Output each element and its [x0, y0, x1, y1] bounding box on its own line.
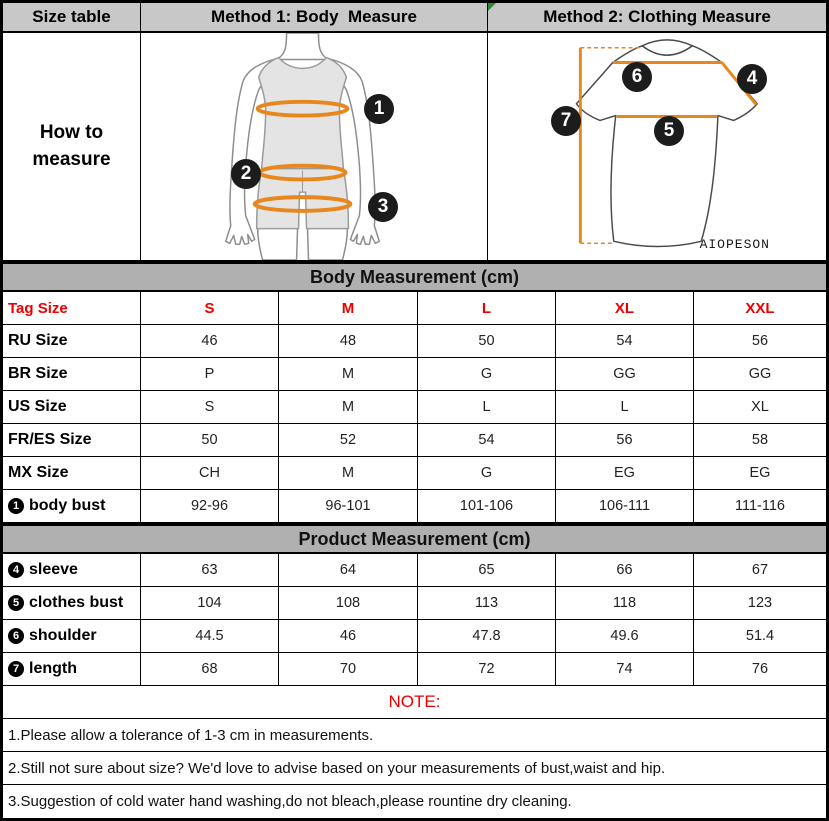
table-cell: 108 — [279, 587, 418, 619]
marker-3-hip: 3 — [368, 192, 398, 222]
table-cell: 74 — [556, 653, 694, 685]
table-row — [3, 292, 826, 325]
marker-1-badge: 1 — [8, 498, 24, 514]
row-label-cell — [3, 490, 141, 522]
table-cell: EG — [556, 457, 694, 489]
table-cell: 44.5 — [141, 620, 279, 652]
table-cell: 111-116 — [735, 498, 785, 514]
table-cell: 123 — [747, 595, 773, 611]
marker-7-length: 7 — [551, 106, 581, 136]
table-cell: M — [279, 391, 418, 423]
marker-6-shoulder: 6 — [622, 62, 652, 92]
method2-header — [488, 3, 826, 31]
table-cell: 70 — [279, 653, 418, 685]
table-cell: 106-111 — [556, 490, 694, 522]
table-cell: XL — [751, 399, 769, 415]
marker-2-waist: 2 — [231, 159, 261, 189]
body-measure-illustration — [141, 33, 488, 260]
row-label-cell — [3, 653, 141, 685]
table-cell: 50 — [141, 424, 279, 456]
product-measurement-table — [3, 554, 826, 686]
method1-header: Method 1: Body Measure — [141, 3, 488, 31]
table-cell: 47.8 — [418, 620, 556, 652]
row-label-cell — [3, 554, 141, 586]
table-cell: XL — [556, 292, 694, 324]
row-label: US Size — [8, 398, 67, 415]
table-row — [3, 653, 826, 686]
table-row — [3, 554, 826, 587]
row-label-cell — [3, 391, 141, 423]
table-cell: 65 — [418, 554, 556, 586]
brand-watermark: AIOPESON — [699, 237, 770, 252]
row-label-cell — [3, 292, 141, 324]
cell-flag-triangle — [488, 3, 496, 11]
table-row — [3, 358, 826, 391]
table-cell: 52 — [279, 424, 418, 456]
table-row — [3, 424, 826, 457]
note-item: 1.Please allow a tolerance of 1-3 cm in measurements. — [3, 719, 826, 752]
table-cell: EG — [749, 465, 771, 481]
row-label-cell — [3, 587, 141, 619]
table-cell: 54 — [418, 424, 556, 456]
table-cell: 46 — [141, 325, 279, 357]
table-cell: XXL — [745, 299, 775, 317]
row-label-cell — [3, 457, 141, 489]
note-item: 3.Suggestion of cold water hand washing,do not bleach,please rountine dry cleaning. — [8, 793, 572, 810]
illustration-row — [3, 33, 826, 262]
table-cell: 104 — [141, 587, 279, 619]
note-item: 2.Still not sure about size? We'd love to advise based on your measurements of bust,waist and hip. — [3, 752, 826, 785]
table-cell: 76 — [751, 661, 769, 677]
row-label-cell — [3, 358, 141, 390]
table-cell: GG — [556, 358, 694, 390]
note-title: NOTE: — [3, 686, 826, 719]
table-row — [3, 391, 826, 424]
size-table-header: Size table — [3, 3, 141, 31]
table-cell: L — [418, 292, 556, 324]
body-measurement-title: Body Measurement (cm) — [3, 262, 826, 292]
table-row — [3, 620, 826, 653]
marker-7-badge: 7 — [8, 661, 24, 677]
row-label: MX Size — [8, 464, 69, 481]
table-cell: L — [556, 391, 694, 423]
table-cell: G — [418, 358, 556, 390]
table-cell: 72 — [418, 653, 556, 685]
top-header-row — [3, 3, 826, 33]
how-to-measure-label: How to measure — [3, 33, 141, 260]
product-measurement-title: Product Measurement (cm) — [3, 524, 826, 554]
table-cell: 92-96 — [141, 490, 279, 522]
table-cell: 101-106 — [418, 490, 556, 522]
row-label: clothes bust — [29, 594, 124, 611]
table-cell: 113 — [418, 587, 556, 619]
table-cell: M — [279, 292, 418, 324]
marker-4-sleeve: 4 — [737, 64, 767, 94]
table-cell: G — [418, 457, 556, 489]
table-cell: L — [418, 391, 556, 423]
row-label-cell — [3, 620, 141, 652]
body-measurement-table — [3, 292, 826, 524]
body-figure-drawing — [141, 33, 487, 260]
table-cell: 54 — [556, 325, 694, 357]
method2-header-label: Method 2: Clothing Measure — [543, 7, 771, 26]
table-cell: GG — [748, 366, 772, 382]
table-cell: 48 — [279, 325, 418, 357]
table-cell: 49.6 — [556, 620, 694, 652]
table-cell: 96-101 — [279, 490, 418, 522]
row-label: body bust — [29, 497, 106, 514]
table-cell: M — [279, 457, 418, 489]
row-label: FR/ES Size — [8, 431, 92, 448]
marker-6-badge: 6 — [8, 628, 24, 644]
row-label: BR Size — [8, 365, 68, 382]
row-label-cell — [3, 325, 141, 357]
table-row — [3, 587, 826, 620]
table-cell: 56 — [556, 424, 694, 456]
table-cell: 51.4 — [745, 628, 775, 644]
row-label: sleeve — [29, 561, 78, 578]
marker-5-clothes-bust: 5 — [654, 116, 684, 146]
table-cell: 67 — [751, 562, 769, 578]
table-cell: 50 — [418, 325, 556, 357]
row-label: Tag Size — [8, 299, 68, 317]
table-row — [3, 457, 826, 490]
table-row — [3, 325, 826, 358]
marker-5-badge: 5 — [8, 595, 24, 611]
table-cell: CH — [141, 457, 279, 489]
table-cell: M — [279, 358, 418, 390]
table-cell: P — [141, 358, 279, 390]
table-cell: 58 — [751, 432, 769, 448]
table-row — [3, 490, 826, 523]
notes-list — [3, 719, 826, 818]
table-cell: S — [141, 292, 279, 324]
table-cell: 118 — [556, 587, 694, 619]
row-label: RU Size — [8, 332, 68, 349]
table-cell: 68 — [141, 653, 279, 685]
table-cell: 56 — [751, 333, 769, 349]
clothing-measure-illustration — [488, 33, 826, 260]
table-cell: 66 — [556, 554, 694, 586]
tshirt-drawing — [488, 33, 826, 260]
table-cell: 46 — [279, 620, 418, 652]
marker-4-badge: 4 — [8, 562, 24, 578]
table-cell: 64 — [279, 554, 418, 586]
row-label: shoulder — [29, 627, 97, 644]
table-cell: 63 — [141, 554, 279, 586]
row-label-cell — [3, 424, 141, 456]
table-cell: S — [141, 391, 279, 423]
row-label: length — [29, 660, 77, 677]
marker-1-bust: 1 — [364, 94, 394, 124]
